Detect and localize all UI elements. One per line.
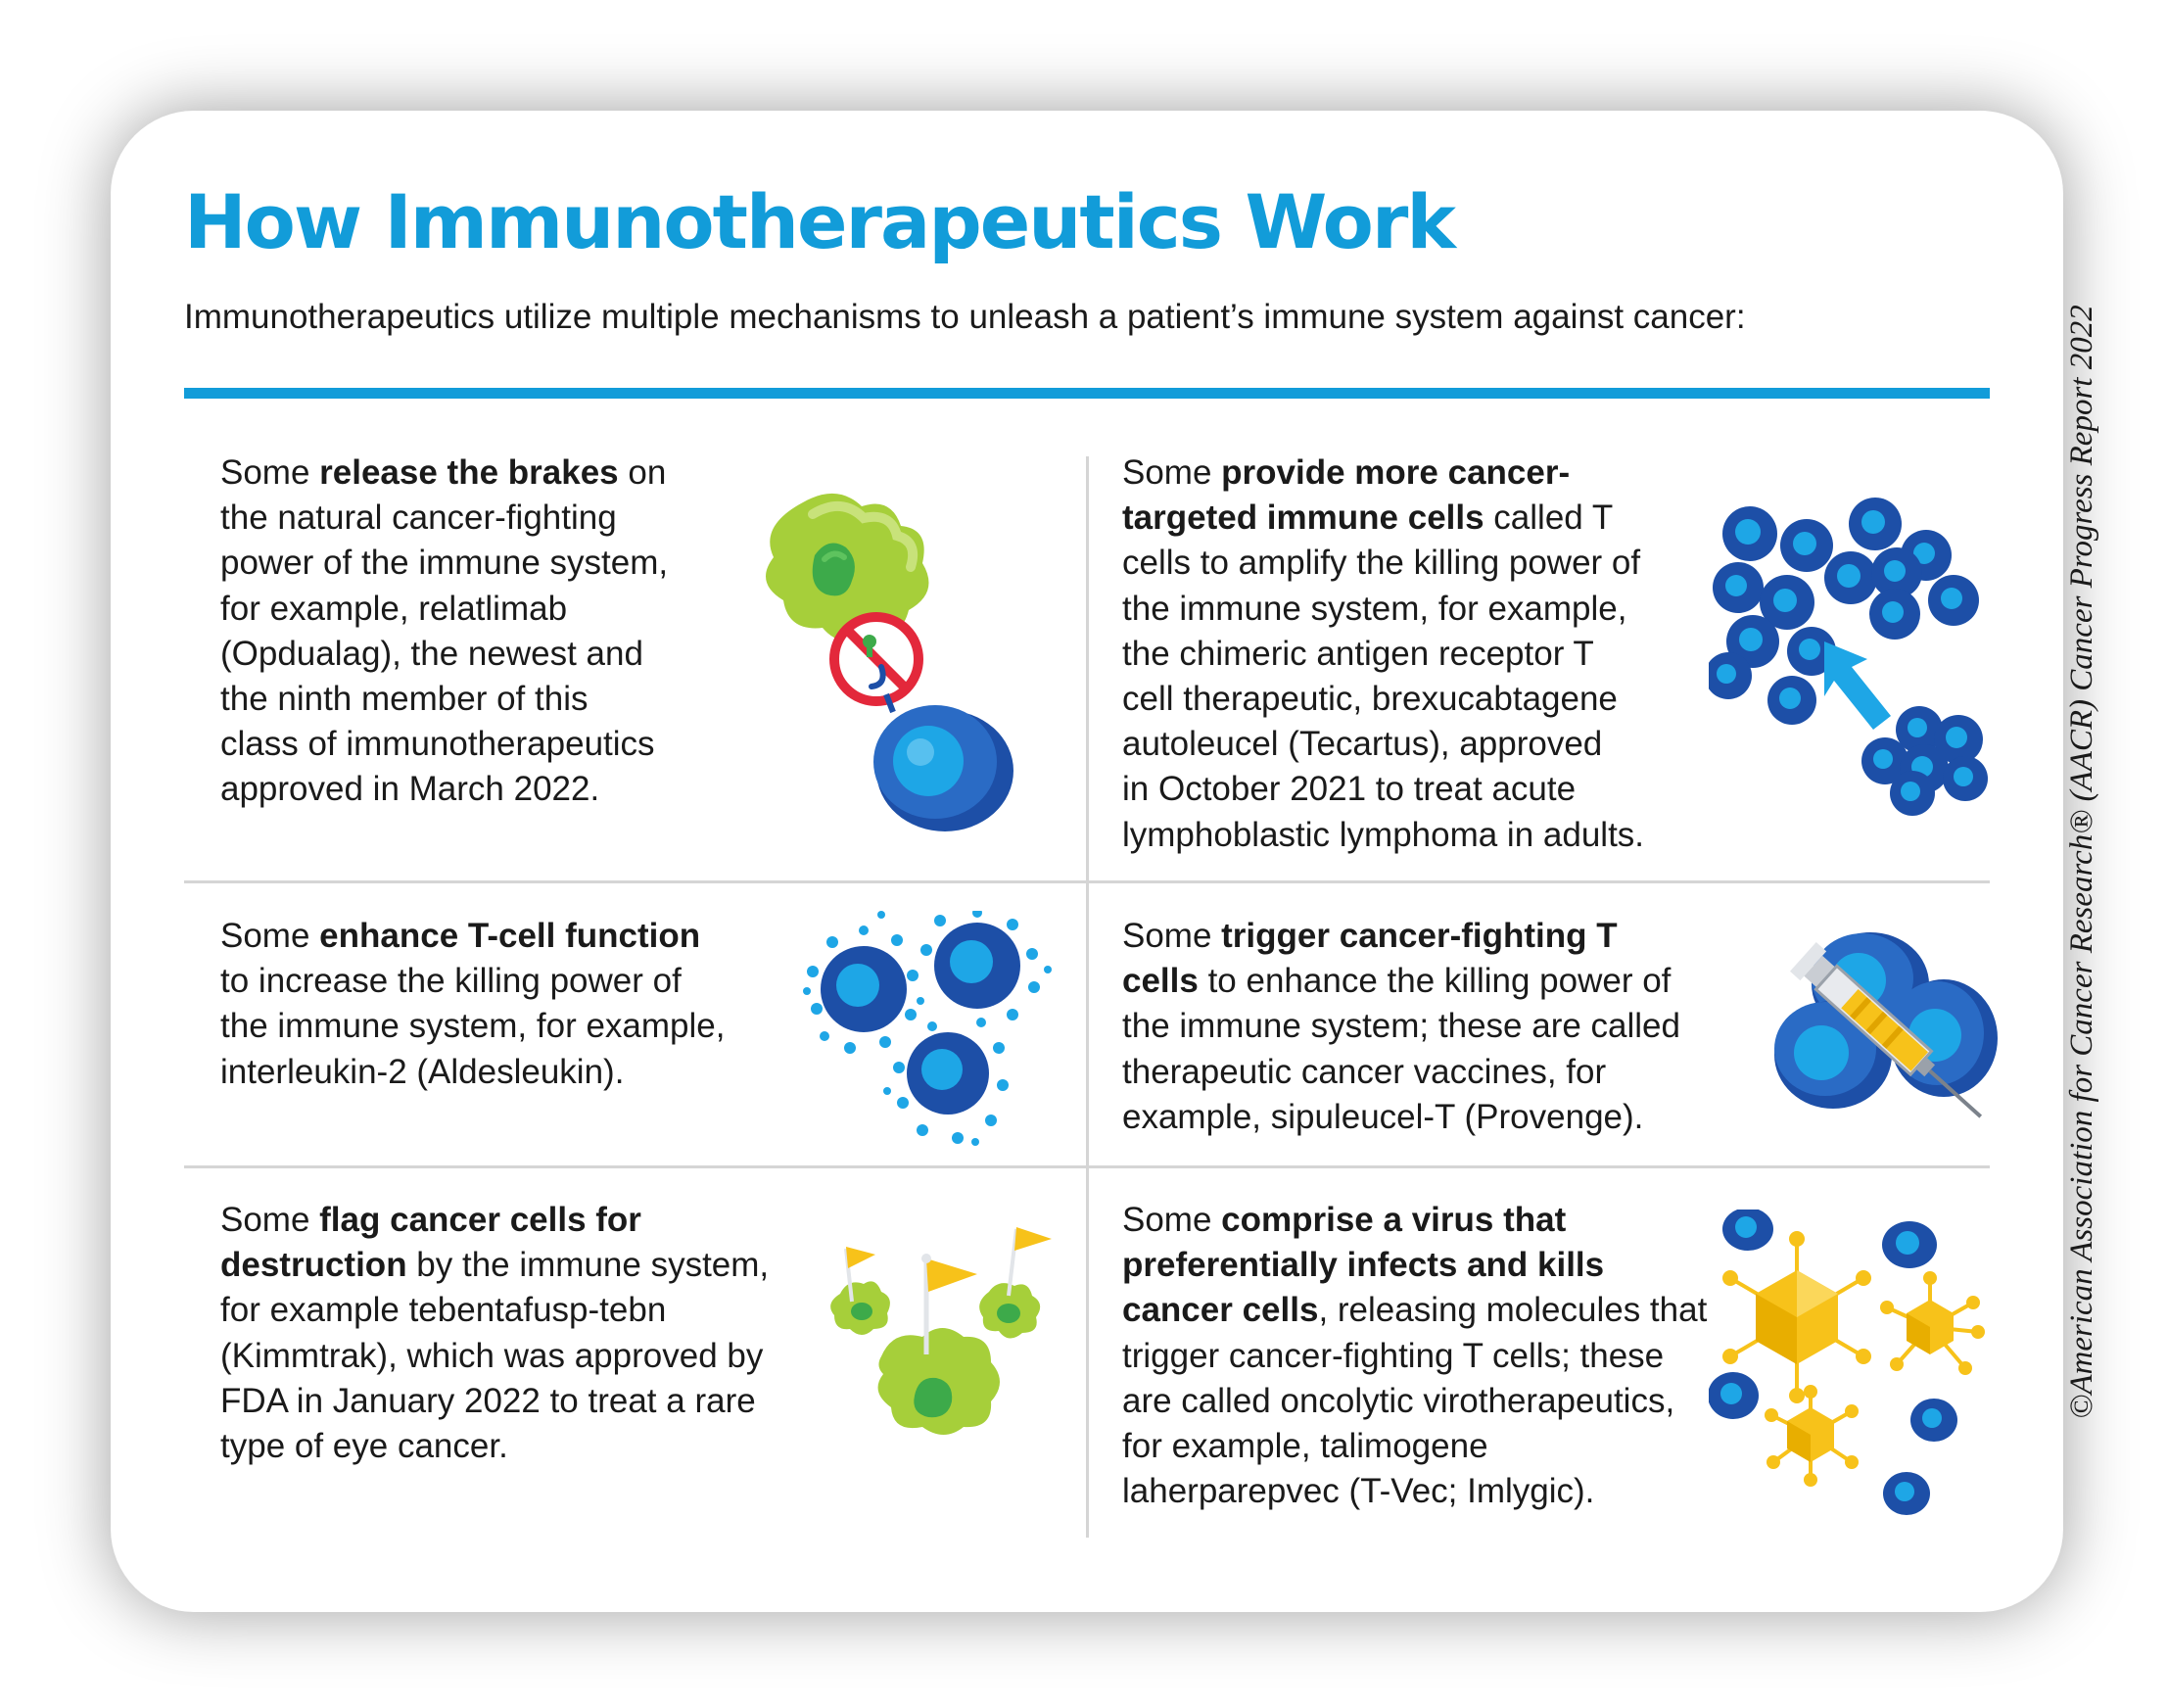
row-divider-2	[184, 1165, 1990, 1168]
column-divider	[1086, 456, 1089, 1538]
emphasis-text: flag cancer cells for	[319, 1201, 641, 1239]
oncolytic-virus-icon	[1709, 1210, 2012, 1523]
body-text: cells to amplify the killing power of	[1122, 544, 1641, 583]
page-title: How Immunotherapeutics Work	[184, 178, 1454, 265]
vaccine-syringe-icon	[1763, 916, 2002, 1131]
emphasis-text: enhance T-cell function	[319, 917, 701, 955]
brakes-release-icon	[744, 485, 1038, 837]
row-divider-1	[184, 880, 1990, 883]
body-text: on	[618, 453, 667, 492]
body-text: FDA in January 2022 to treat a rare	[220, 1381, 756, 1420]
body-text: Some	[1122, 917, 1222, 955]
body-text: lymphoblastic lymphoma in adults.	[1122, 815, 1645, 854]
body-text: are called oncolytic virotherapeutics,	[1122, 1381, 1675, 1420]
emphasis-text: provide more cancer-	[1221, 453, 1571, 492]
body-text: interleukin-2 (Aldesleukin).	[220, 1052, 625, 1091]
emphasis-text: release the brakes	[319, 453, 619, 492]
body-text: Some	[1122, 1201, 1222, 1239]
body-text: by the immune system,	[406, 1246, 770, 1285]
body-text: cell therapeutic, brexucabtagene	[1122, 680, 1618, 719]
body-text: type of eye cancer.	[220, 1427, 508, 1466]
body-text: Some	[1122, 453, 1222, 492]
emphasis-text: trigger cancer-fighting T	[1221, 917, 1618, 955]
emphasis-text: preferentially infects and kills	[1122, 1246, 1605, 1285]
body-text: the immune system, for example,	[220, 1007, 726, 1046]
body-text: to increase the killing power of	[220, 962, 682, 1001]
emphasis-text: cells	[1122, 962, 1199, 1001]
body-text: autoleucel (Tecartus), approved	[1122, 725, 1603, 764]
mechanism-enhance-t-cell-text	[220, 914, 725, 1095]
body-text: trigger cancer-fighting T cells; these	[1122, 1336, 1665, 1375]
t-cell-cluster-icon	[1709, 495, 2002, 818]
body-text: the immune system; these are called	[1122, 1007, 1680, 1046]
body-text: the chimeric antigen receptor T	[1122, 634, 1594, 673]
mechanism-cancer-vaccine-text	[1122, 914, 1680, 1140]
emphasis-text: destruction	[220, 1246, 407, 1285]
body-text: (Opdualag), the newest and	[220, 634, 643, 673]
body-text: approved in March 2022.	[220, 770, 600, 809]
body-text: for example, relatlimab	[220, 589, 568, 628]
body-text: for example tebentafusp-tebn	[220, 1291, 667, 1330]
body-text: in October 2021 to treat acute	[1122, 770, 1577, 809]
body-text: to enhance the killing power of	[1198, 962, 1672, 1001]
body-text: example, sipuleucel-T (Provenge).	[1122, 1097, 1644, 1136]
mechanism-oncolytic-virus-text	[1122, 1198, 1707, 1514]
body-text: called T	[1484, 498, 1614, 538]
body-text: class of immunotherapeutics	[220, 725, 655, 764]
mechanism-cancer-targeted-cells-text	[1122, 451, 1644, 858]
body-text: the ninth member of this	[220, 680, 589, 719]
flagged-cancer-cells-icon	[813, 1210, 1058, 1445]
page-subtitle: Immunotherapeutics utilize multiple mechanisms to unleash a patient’s immune system against cancer:	[184, 298, 1746, 336]
mechanism-release-brakes-text	[220, 451, 668, 813]
cytokine-cells-icon	[803, 911, 1058, 1146]
body-text: , releasing molecules that	[1318, 1291, 1708, 1330]
emphasis-text: comprise a virus that	[1221, 1201, 1567, 1239]
body-text: Some	[220, 453, 320, 492]
body-text: Some	[220, 917, 320, 955]
title-divider	[184, 388, 1990, 399]
body-text: the natural cancer-fighting	[220, 498, 617, 538]
body-text: therapeutic cancer vaccines, for	[1122, 1052, 1607, 1091]
body-text: power of the immune system,	[220, 544, 669, 583]
emphasis-text: cancer cells	[1122, 1291, 1319, 1330]
body-text: Some	[220, 1201, 320, 1239]
body-text: the immune system, for example,	[1122, 589, 1627, 628]
mechanism-flag-cancer-cells-text	[220, 1198, 769, 1469]
body-text: (Kimmtrak), which was approved by	[220, 1336, 764, 1375]
emphasis-text: targeted immune cells	[1122, 498, 1484, 538]
copyright-credit: ©American Association for Cancer Research® (AACR) Cancer Progress Report 2022	[2064, 305, 2099, 1419]
body-text: laherparepvec (T-Vec; Imlygic).	[1122, 1472, 1595, 1511]
body-text: for example, talimogene	[1122, 1427, 1488, 1466]
